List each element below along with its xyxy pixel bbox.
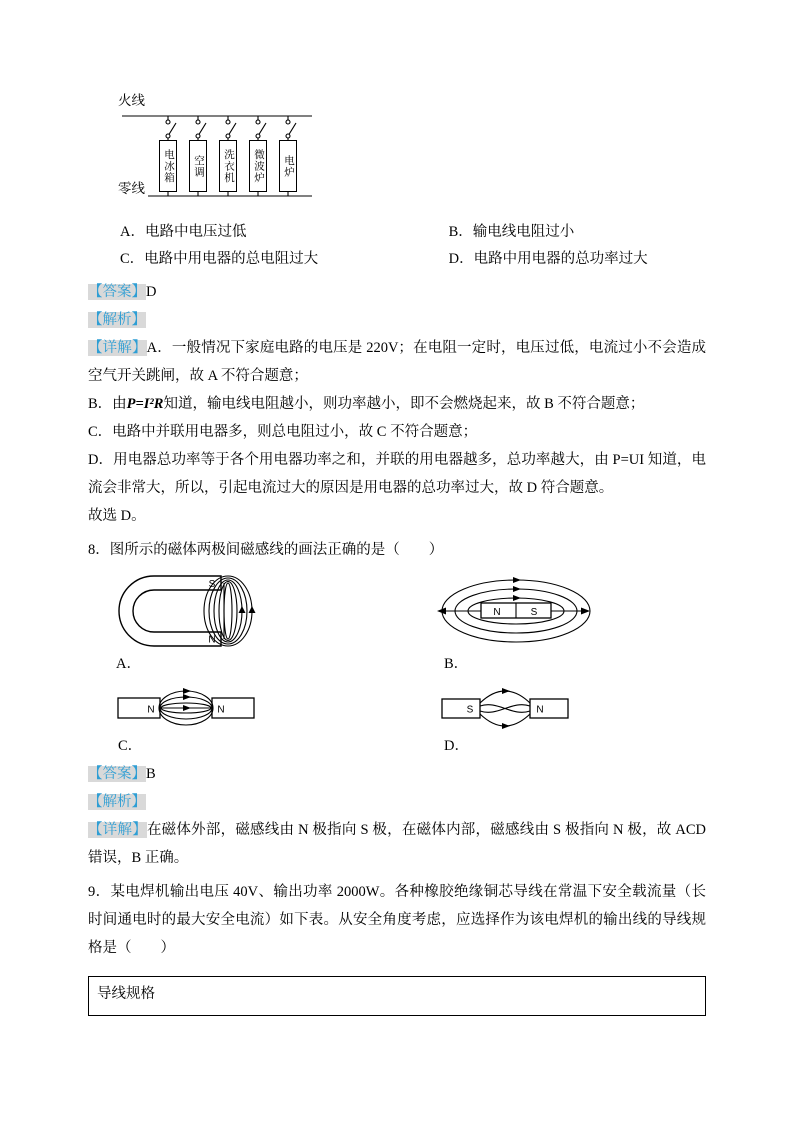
magnet-diagram-a — [106, 568, 256, 653]
q8-answer-value: B — [146, 766, 156, 782]
q7-detail-p2: B．由P=I²R知道，输电线电阻越小，则功率越小，即不会燃烧起来，故 B 不符合题意； — [88, 396, 645, 412]
q8-figure-label-d: D． — [444, 738, 469, 754]
magnet-diagram-c — [116, 684, 256, 734]
wire-spec-table-header: 导线规格 — [97, 986, 155, 1002]
q8-answer-line — [88, 760, 706, 788]
appliance-box-stove: 电炉 — [279, 140, 297, 192]
analysis-marker: 【解析】 — [88, 312, 146, 328]
analysis-marker: 【解析】 — [88, 794, 146, 810]
q8-analysis-line — [88, 788, 706, 816]
appliance-box-fridge: 电冰箱 — [159, 140, 177, 192]
q8-detail: 【详解】在磁体外部，磁感线由 N 极指向 S 极，在磁体内部，磁感线由 S 极指向 N 极，故 ACD 错误，B 正确。 — [88, 822, 707, 866]
q7-analysis-line — [88, 306, 706, 334]
household-circuit-figure — [116, 92, 331, 207]
magnet-diagram-b — [426, 574, 596, 649]
q8-figure-label-c: C． — [118, 738, 143, 754]
appliance-box-ac: 空调 — [189, 140, 207, 192]
horseshoe-top-pole-label: S — [208, 579, 216, 590]
detail-marker: 【详解】 — [88, 822, 147, 838]
facing-magnets-left-pole-label: N — [147, 704, 155, 716]
facing-magnets-right-pole-label: N — [217, 704, 225, 716]
q7-answer-line — [88, 278, 706, 306]
power-formula: P=I²R — [126, 396, 164, 412]
q8-magnet-figures — [88, 568, 706, 758]
diverging-magnets-left-pole-label: S — [466, 704, 474, 716]
q7-options-row-2 — [88, 246, 706, 273]
page-content — [88, 92, 706, 1016]
live-wire-label: 火线 — [118, 93, 145, 108]
bar-magnet-right-pole-label: S — [530, 607, 538, 618]
wire-spec-table — [88, 976, 706, 1016]
q7-detail-p3: C．电路中并联用电器多，则总电阻过小，故 C 不符合题意； — [88, 424, 478, 440]
q7-option-c: C．电路中用电器的总电阻过大 — [120, 251, 319, 267]
neutral-wire-label: 零线 — [118, 181, 145, 196]
q7-answer-value: D — [146, 284, 157, 300]
q7-option-d: D．电路中用电器的总功率过大 — [448, 251, 648, 267]
horseshoe-bottom-pole-label: N — [208, 634, 216, 646]
appliance-box-microwave: 微波炉 — [249, 140, 267, 192]
bar-magnet-left-pole-label: N — [493, 607, 501, 618]
q7-detail-p5: 故选 D。 — [88, 508, 146, 524]
q7-options-row-1 — [88, 219, 706, 246]
q8-stem: 8．图所示的磁体两极间磁感线的画法正确的是（ ） — [88, 542, 444, 558]
answer-marker: 【答案】 — [88, 284, 146, 300]
detail-marker: 【详解】 — [88, 340, 147, 356]
q7-detail-p4: D．用电器总功率等于各个用电器功率之和，并联的用电器越多，总功率越大，由 P=UI 知道，电流会非常大，所以，引起电流过大的原因是用电器的总功率过大，故 D 符合题意。 — [88, 452, 706, 496]
q7-detail-p1: 【详解】A．一般情况下家庭电路的电压是 220V；在电阻一定时，电压过低，电流过小不会造成空气开关跳闸，故 A 不符合题意； — [88, 340, 706, 384]
q9-stem: 9．某电焊机输出电压 40V、输出功率 2000W。各种橡胶绝缘铜芯导线在常温下安全载流量（长时间通电时的最大安全电流）如下表。从安全角度考虑，应选择作为该电焊机的输出线的导线规格是（ ） — [88, 884, 706, 956]
q8-figure-label-b: B． — [444, 656, 469, 672]
q8-figure-label-a: A． — [116, 656, 141, 672]
magnet-diagram-d — [440, 676, 570, 741]
appliance-box-washer: 洗衣机 — [219, 140, 237, 192]
answer-marker: 【答案】 — [88, 766, 146, 782]
diverging-magnets-right-pole-label: N — [536, 704, 544, 716]
q7-option-b: B．输电线电阻过小 — [448, 224, 575, 240]
q7-option-a: A．电路中电压过低 — [120, 224, 247, 240]
